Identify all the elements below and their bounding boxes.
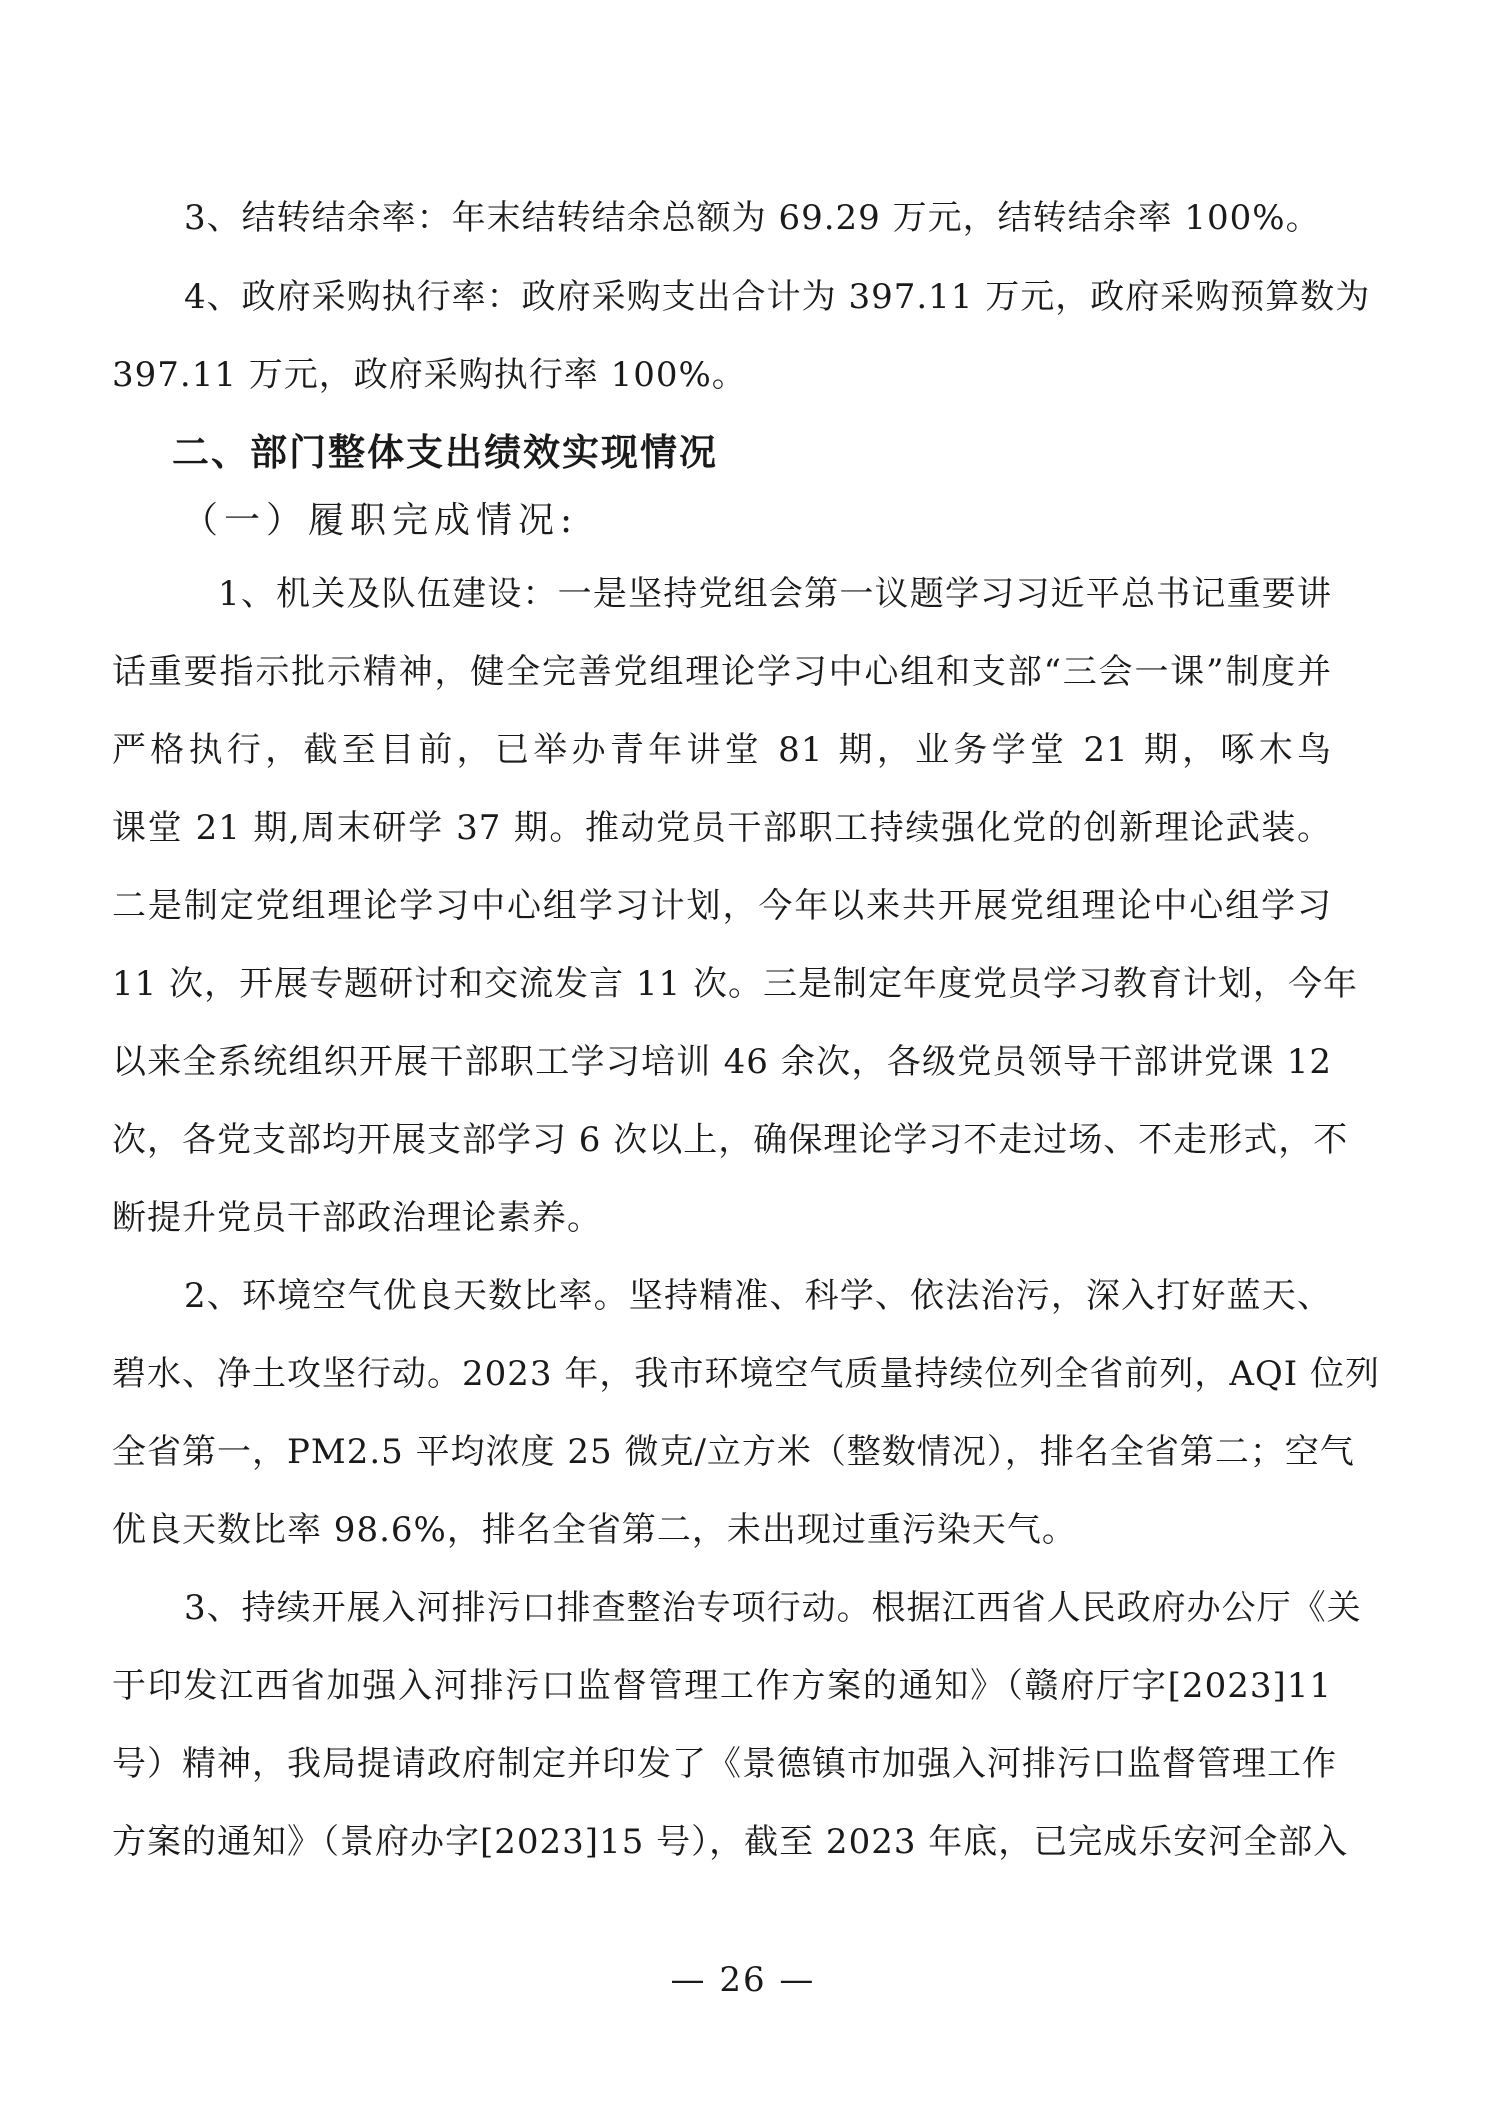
paragraph-line: 话重要指示批示精神，健全完善党组理论学习中心组和支部“三会一课”制度并 bbox=[112, 652, 1332, 692]
paragraph-line: 优良天数比率 98.6%，排名全省第二，未出现过重污染天气。 bbox=[112, 1510, 1077, 1550]
paragraph-line: 方案的通知》（景府办字[2023]15 号），截至 2023 年底，已完成乐安河全部入 bbox=[112, 1822, 1349, 1862]
paragraph-line: 二是制定党组理论学习中心组学习计划，今年以来共开展党组理论中心组学习 bbox=[112, 886, 1332, 926]
paragraph-line: 1、机关及队伍建设：一是坚持党组会第一议题学习习近平总书记重要讲 bbox=[218, 574, 1332, 614]
subsection-heading: （一）履职完成情况: bbox=[182, 500, 579, 541]
paragraph-line: 2、环境空气优良天数比率。坚持精准、科学、依法治污，深入打好蓝天、 bbox=[184, 1276, 1332, 1316]
paragraph-line: 次，各党支部均开展支部学习 6 次以上，确保理论学习不走过场、不走形式，不 bbox=[112, 1120, 1349, 1160]
paragraph-line: 397.11 万元，政府采购执行率 100%。 bbox=[112, 355, 747, 395]
paragraph-line: 3、持续开展入河排污口排查整治专项行动。根据江西省人民政府办公厅《关 bbox=[184, 1588, 1362, 1628]
paragraph-line: 课堂 21 期,周末研学 37 期。推动党员干部职工持续强化党的创新理论武装。 bbox=[112, 808, 1332, 848]
page-number: — 26 — bbox=[670, 1960, 816, 2000]
paragraph-line: 号）精神，我局提请政府制定并印发了《景德镇市加强入河排污口监督管理工作 bbox=[112, 1744, 1337, 1784]
section-heading: 二、部门整体支出绩效实现情况 bbox=[172, 431, 718, 474]
paragraph-line: 碧水、净土攻坚行动。2023 年，我市环境空气质量持续位列全省前列，AQI 位列 bbox=[112, 1354, 1380, 1394]
paragraph-line: 4、政府采购执行率：政府采购支出合计为 397.11 万元，政府采购预算数为 bbox=[184, 277, 1371, 317]
paragraph-line: 11 次，开展专题研讨和交流发言 11 次。三是制定年度党员学习教育计划，今年 bbox=[112, 964, 1358, 1004]
paragraph-line: 于印发江西省加强入河排污口监督管理工作方案的通知》（赣府厅字[2023]11 bbox=[112, 1666, 1332, 1706]
paragraph-line: 3、结转结余率：年末结转结余总额为 69.29 万元，结转结余率 100%。 bbox=[184, 198, 1321, 238]
paragraph-line: 以来全系统组织开展干部职工学习培训 46 余次，各级党员领导干部讲党课 12 bbox=[112, 1042, 1332, 1082]
paragraph-line: 严格执行，截至目前，已举办青年讲堂 81 期，业务学堂 21 期，啄木鸟 bbox=[112, 730, 1332, 770]
paragraph-line: 全省第一，PM2.5 平均浓度 25 微克/立方米（整数情况），排名全省第二；空气 bbox=[112, 1432, 1355, 1472]
paragraph-line: 断提升党员干部政治理论素养。 bbox=[112, 1198, 602, 1238]
